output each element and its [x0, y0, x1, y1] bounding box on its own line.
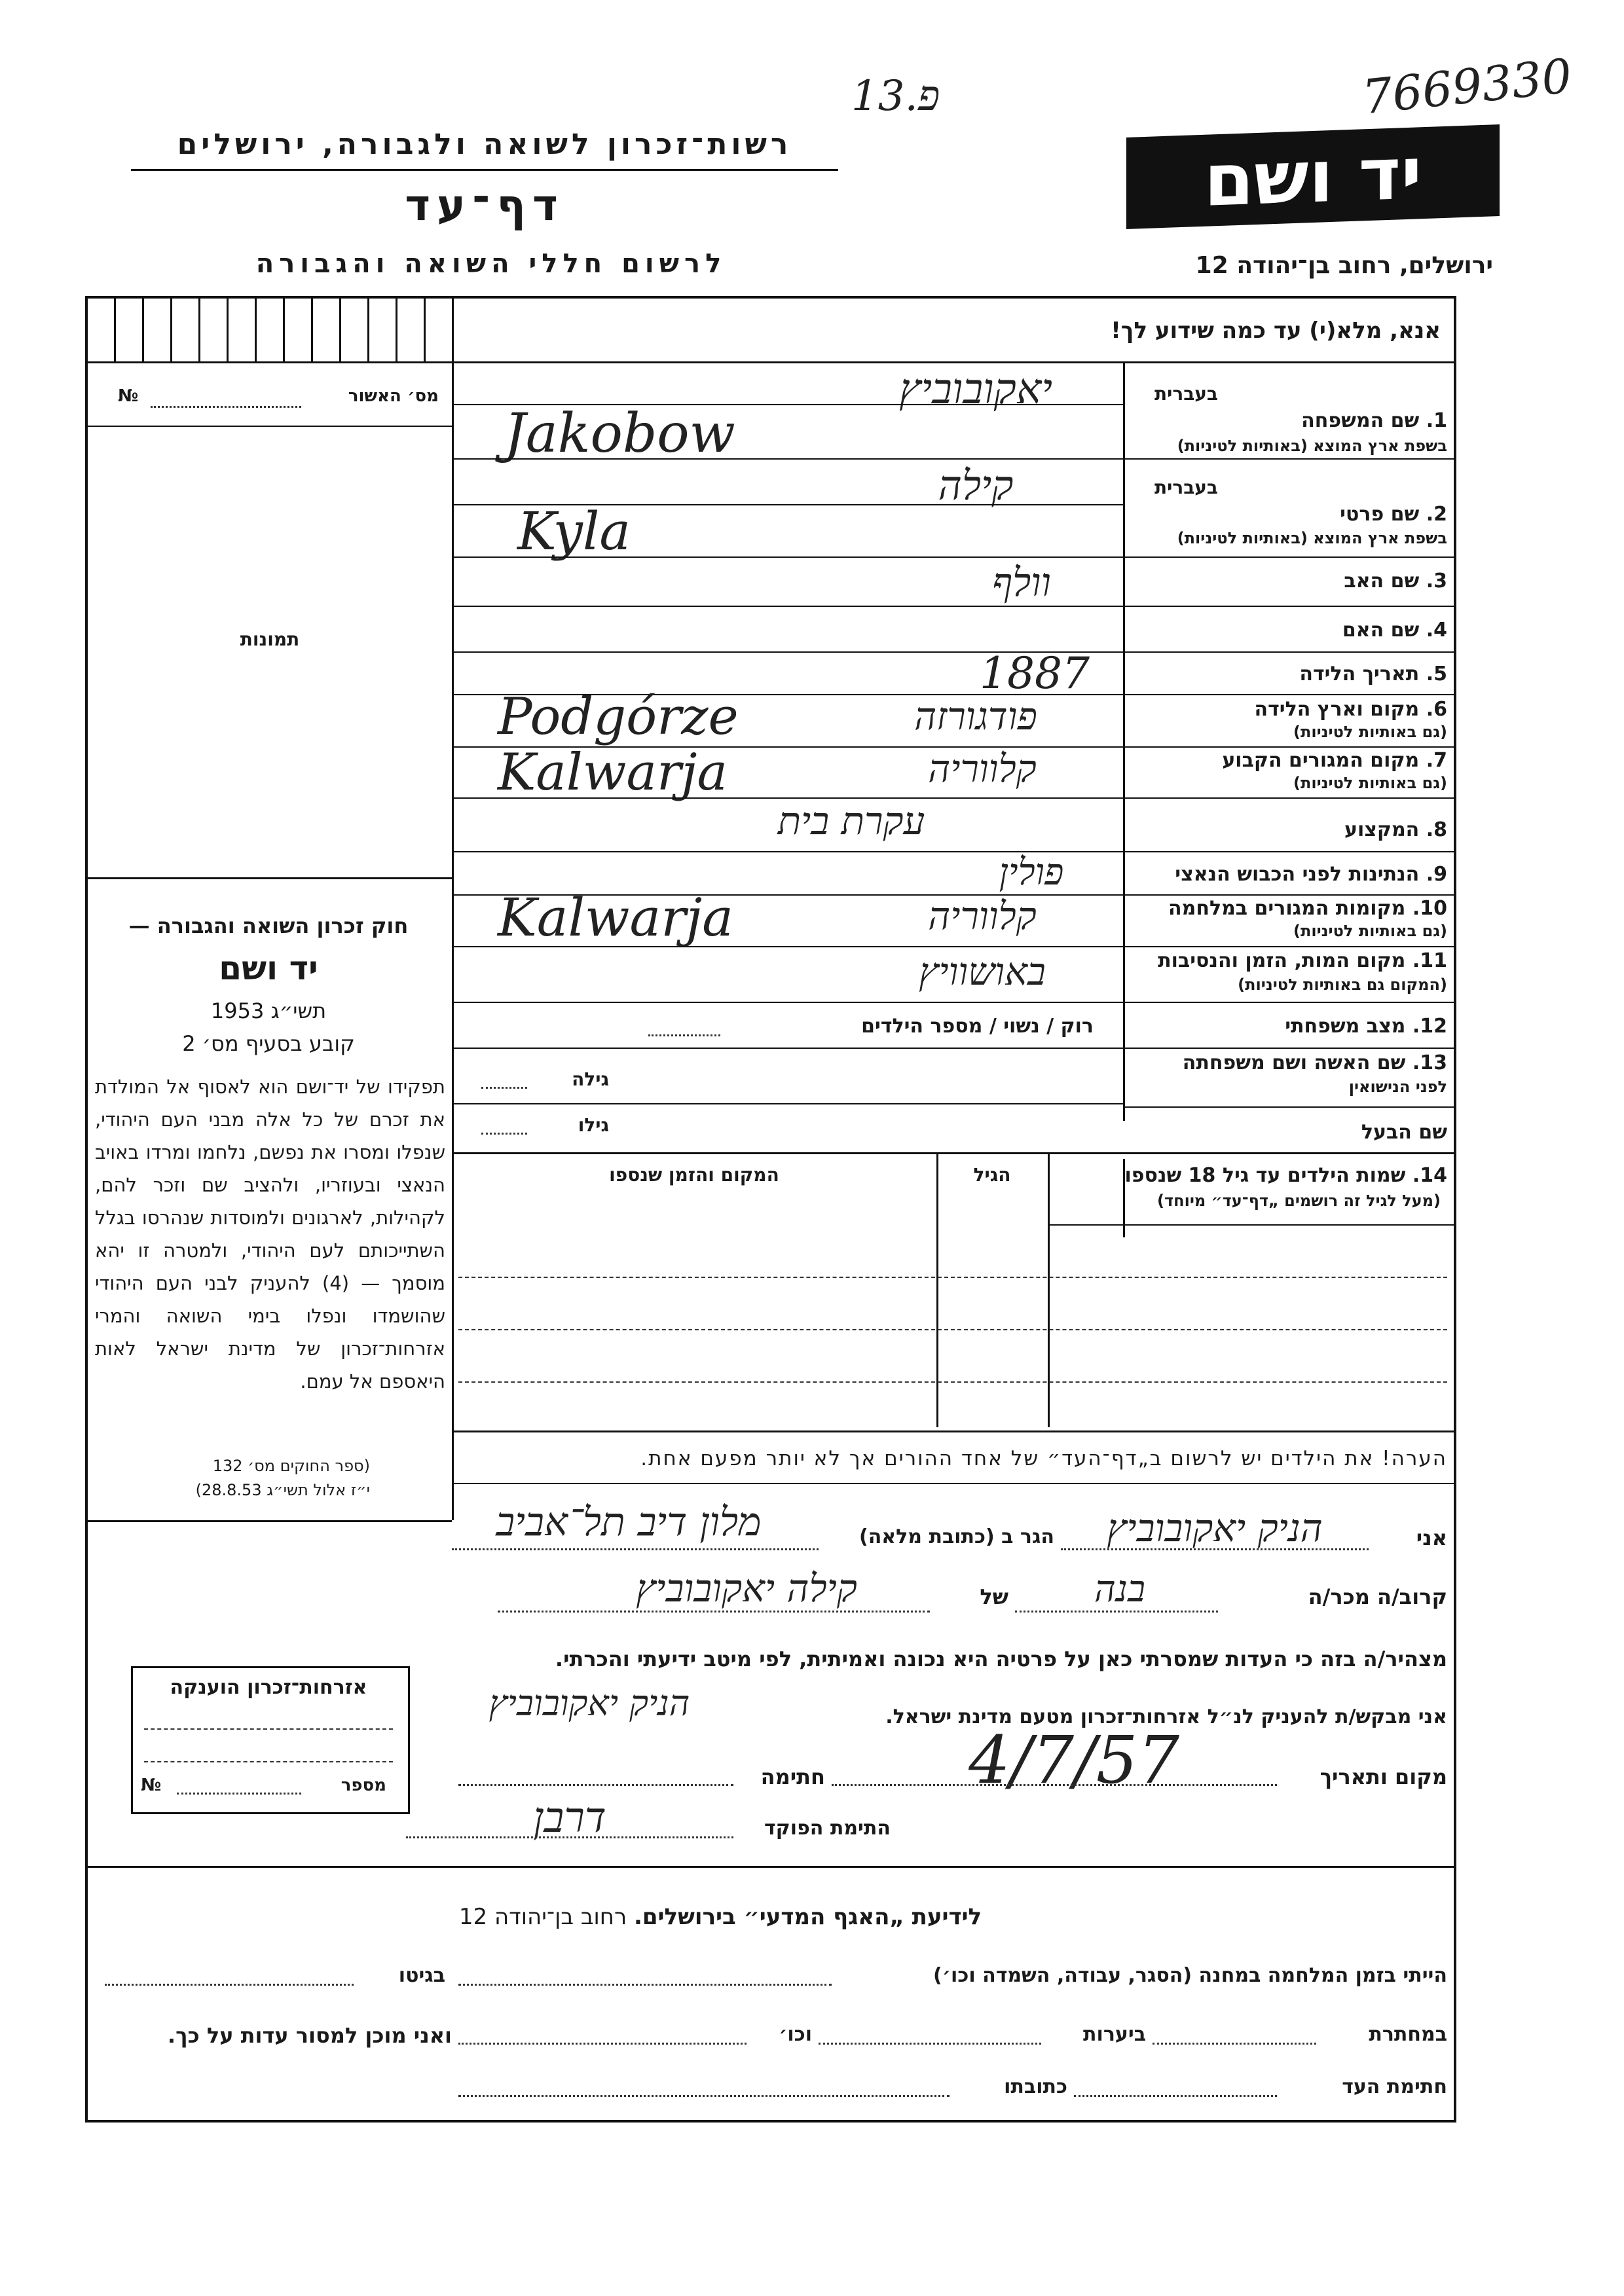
death-place[interactable]: באושוויץ — [919, 949, 1046, 994]
of-label: של — [980, 1584, 1008, 1609]
underground-label: במחתרת — [1369, 2023, 1447, 2046]
witness-address-field[interactable] — [458, 2095, 950, 2097]
note: הערה! את הילדים יש לרשום ב„דף־העד״ של אחד ההורים אך לא יותר מפעם אחת. — [640, 1447, 1447, 1470]
underground-field[interactable] — [1153, 2043, 1316, 2045]
relation-value[interactable]: בנה — [1094, 1568, 1145, 1611]
law-ref-1: (ספר החוקים מס׳ 132 — [212, 1457, 370, 1475]
citizenship-number-field[interactable] — [177, 1793, 301, 1795]
request-text: אני מבקש/ת להעניק לנ״ל אזרחות־זכרון מטעם מדינת ישראל. — [885, 1705, 1447, 1728]
first-name-hebrew[interactable]: קילה — [938, 462, 1014, 509]
children-row[interactable] — [458, 1329, 1447, 1330]
etc-field[interactable] — [458, 2043, 747, 2045]
declarant-name[interactable]: הניק יאקובוביץ — [1107, 1506, 1323, 1550]
clerk-signature[interactable]: דרבן — [533, 1794, 606, 1842]
marital-status-options[interactable]: רוק / נשוי / מספר הילדים — [861, 1015, 1094, 1038]
wartime-residence-hebrew[interactable]: קלווריה — [928, 894, 1037, 938]
approval-no: № — [118, 386, 139, 406]
citizenship-box-title: אזרחות־זכרון הוענקה — [170, 1676, 367, 1699]
field-5-label: 5. תאריך הלידה — [1299, 663, 1447, 685]
husband-label: שם הבעל — [1361, 1121, 1447, 1144]
date-value[interactable]: 4/7/57 — [969, 1722, 1179, 1798]
children-row[interactable] — [458, 1277, 1447, 1278]
wartime-residence-latin[interactable]: Kalwarja — [498, 887, 733, 948]
law-title: חוק זכרון השואה והגבורה — — [128, 913, 409, 938]
first-name-latin[interactable]: Kyla — [517, 501, 631, 562]
left-column-divider — [452, 296, 454, 1520]
ghetto-field[interactable] — [105, 1984, 354, 1986]
field-7-label: 7. מקום המגורים הקבוע — [1222, 749, 1447, 772]
witness-address-label: כתובתו — [1004, 2075, 1067, 2098]
tick-strip — [88, 299, 452, 361]
signature-field[interactable] — [458, 1784, 733, 1786]
header-address: ירושלים, רחוב בן־יהודה 12 — [1195, 252, 1493, 279]
ghetto-label: בגיטו — [398, 1964, 445, 1987]
declarant-i-label: אני — [1416, 1525, 1447, 1550]
citizenship-no: № — [141, 1776, 162, 1795]
husband-age-label: גילו — [578, 1114, 609, 1136]
law-text: תפקידו של יד־ושם הוא לאסוף אל המולדת את זכרם של כל אלה מבני העם היהודי, שנפלו ומסרו את נפשם, נלחמו ומרדו באויב הנאצי ובעוזריו, ולהציב שם וזכר להם, לקהילות, לארגונים ולמוסדות שנהרסו בגלל השתייכותם לעם היהודי, ולמטרה זו יהא מוסמך — (4) להעניק לבני העם היהודי שהושמדו ונפלו בימי השואה והמרי אזרחות־זכרון של מדינת ישראל לאות היאספם אל עמם. — [95, 1076, 445, 1393]
footer-title: לידיעת „האגף המדעי״ בירושלים. רחוב בן־יהודה 12 — [458, 1904, 982, 1930]
field-2-label: 2. שם פרטי — [1340, 503, 1447, 526]
nationality[interactable]: פולין — [999, 851, 1064, 894]
signature-label: חתימה — [760, 1764, 825, 1789]
field-14-sub: (מעל לגיל זה רושמים „דף־עד״ מיוחד) — [1157, 1192, 1441, 1210]
form-subtitle: לרשום חללי השואה והגבורה — [255, 249, 727, 279]
in-hebrew-2: בעברית — [1154, 477, 1218, 498]
ready-text: ואני מוכן למסור עדות על כך. — [167, 2023, 452, 2048]
forests-field[interactable] — [819, 2043, 1041, 2045]
etc-label: וכו׳ — [779, 2023, 812, 2046]
field-3-label: 3. שם האב — [1344, 570, 1447, 592]
wife-age-label: גילה — [572, 1068, 609, 1090]
residence-latin[interactable]: Kalwarja — [498, 743, 728, 802]
photo-label: תמונות — [240, 629, 300, 650]
col-age-header: הגיל — [973, 1164, 1011, 1186]
law-section: קובע בסעיף מס׳ 2 — [182, 1031, 355, 1056]
husband-age-field[interactable] — [481, 1133, 527, 1135]
declarant-address[interactable]: מלון דיב תל־אביב — [496, 1499, 762, 1545]
declarant-signature[interactable]: הניק יאקובוביץ — [489, 1683, 690, 1724]
field-10-label: 10. מקומות המגורים במלחמה — [1168, 897, 1447, 920]
field-7-sub: (גם באותיות לטיניות) — [1293, 774, 1447, 792]
field-6-label: 6. מקום וארץ הלידה — [1254, 698, 1447, 721]
witness-signature-field[interactable] — [1074, 2095, 1277, 2097]
birth-date[interactable]: 1887 — [980, 648, 1090, 699]
of-name[interactable]: קילה יאקובוביץ — [636, 1566, 857, 1611]
birth-place-latin[interactable]: Podgórze — [498, 687, 739, 746]
witness-signature-label: חתימת העד — [1342, 2075, 1447, 2098]
law-year: תשי״ג 1953 — [210, 998, 327, 1023]
approval-field[interactable] — [151, 406, 301, 408]
residence-hebrew[interactable]: קלווריה — [928, 746, 1037, 791]
yad-vashem-logo: יד ושם — [1126, 124, 1500, 229]
page-mark: 13.פ — [851, 72, 940, 120]
field-10-sub: (גם באותיות לטיניות) — [1293, 922, 1447, 940]
authority-underline — [131, 169, 838, 171]
approval-label: מס׳ האשור — [348, 386, 439, 406]
clerk-label: התימת הפוקד — [764, 1817, 891, 1840]
field-4-label: 4. שם האם — [1342, 619, 1447, 642]
camp-field[interactable] — [458, 1984, 832, 1986]
instruction: אנא, מלא(י) עד כמה שידוע לך! — [1111, 318, 1441, 344]
law-name: יד ושם — [219, 949, 318, 987]
field-11-label: 11. מקום המות, הזמן והנסיבות — [1158, 949, 1447, 972]
field-8-label: 8. המקצוע — [1344, 818, 1447, 841]
authority-title: רשות־זכרון לשואה ולגבורה, ירושלים — [177, 128, 792, 161]
field-14-label: 14. שמות הילדים עד גיל 18 שנספו — [1124, 1164, 1447, 1187]
field-13-sub: לפני הנישואין — [1348, 1078, 1447, 1096]
relation-label: קרוב/ה מכר/ה — [1308, 1584, 1447, 1609]
footer-line-1: הייתי בזמן המלחמה במחנה (הסגר, עבודה, השמדה וכו׳) — [933, 1964, 1447, 1987]
field-12-label: 12. מצב משפחתי — [1285, 1015, 1447, 1038]
field-11-sub: (המקום גם באותיות לטיניות) — [1238, 975, 1447, 994]
field-2-sub: בשפת ארץ המוצא (באותיות לטיניות) — [1177, 529, 1447, 547]
children-row[interactable] — [458, 1381, 1447, 1383]
occupation[interactable]: עקרת בית — [777, 799, 925, 843]
forests-label: ביערות — [1083, 2023, 1146, 2046]
declaration-text: מצהיר/ה בזה כי העדות שמסרתי כאן על פרטיה היא נכונה ואמיתית, לפי מיטב ידיעתי והכרתי. — [555, 1647, 1447, 1671]
in-hebrew-1: בעברית — [1154, 383, 1218, 405]
form-title: דף־עד — [405, 180, 564, 230]
family-name-latin[interactable]: Jakobow — [504, 403, 735, 465]
field-6-sub: (גם באותיות לטיניות) — [1293, 723, 1447, 741]
law-ref-2: י״ז אלול תשי״ג 28.8.53) — [195, 1481, 370, 1499]
field-9-label: 9. הנתינות לפני הכבוש הנאצי — [1175, 863, 1447, 886]
citizenship-number-label: מספר — [341, 1776, 386, 1795]
col-place-header: המקום והזמן שנספו — [609, 1164, 779, 1186]
field-13-label: 13. שם האשה ושם משפחתה — [1182, 1051, 1447, 1074]
birth-place-hebrew[interactable]: פודגורזה — [914, 694, 1037, 738]
wife-age-field[interactable] — [481, 1087, 527, 1089]
place-date-label: מקום ותאריך — [1320, 1764, 1447, 1789]
field-1-label: 1. שם המשפחה — [1301, 409, 1447, 432]
family-name-hebrew[interactable]: יאקובוביץ — [899, 365, 1052, 414]
father-name[interactable]: וולף — [992, 560, 1051, 606]
field-1-sub: בשפת ארץ המוצא (באותיות לטיניות) — [1177, 437, 1447, 455]
declarant-resides-label: הגר ב (כתובת מלאה) — [858, 1525, 1054, 1548]
archive-number: 7669330 — [1359, 48, 1575, 125]
